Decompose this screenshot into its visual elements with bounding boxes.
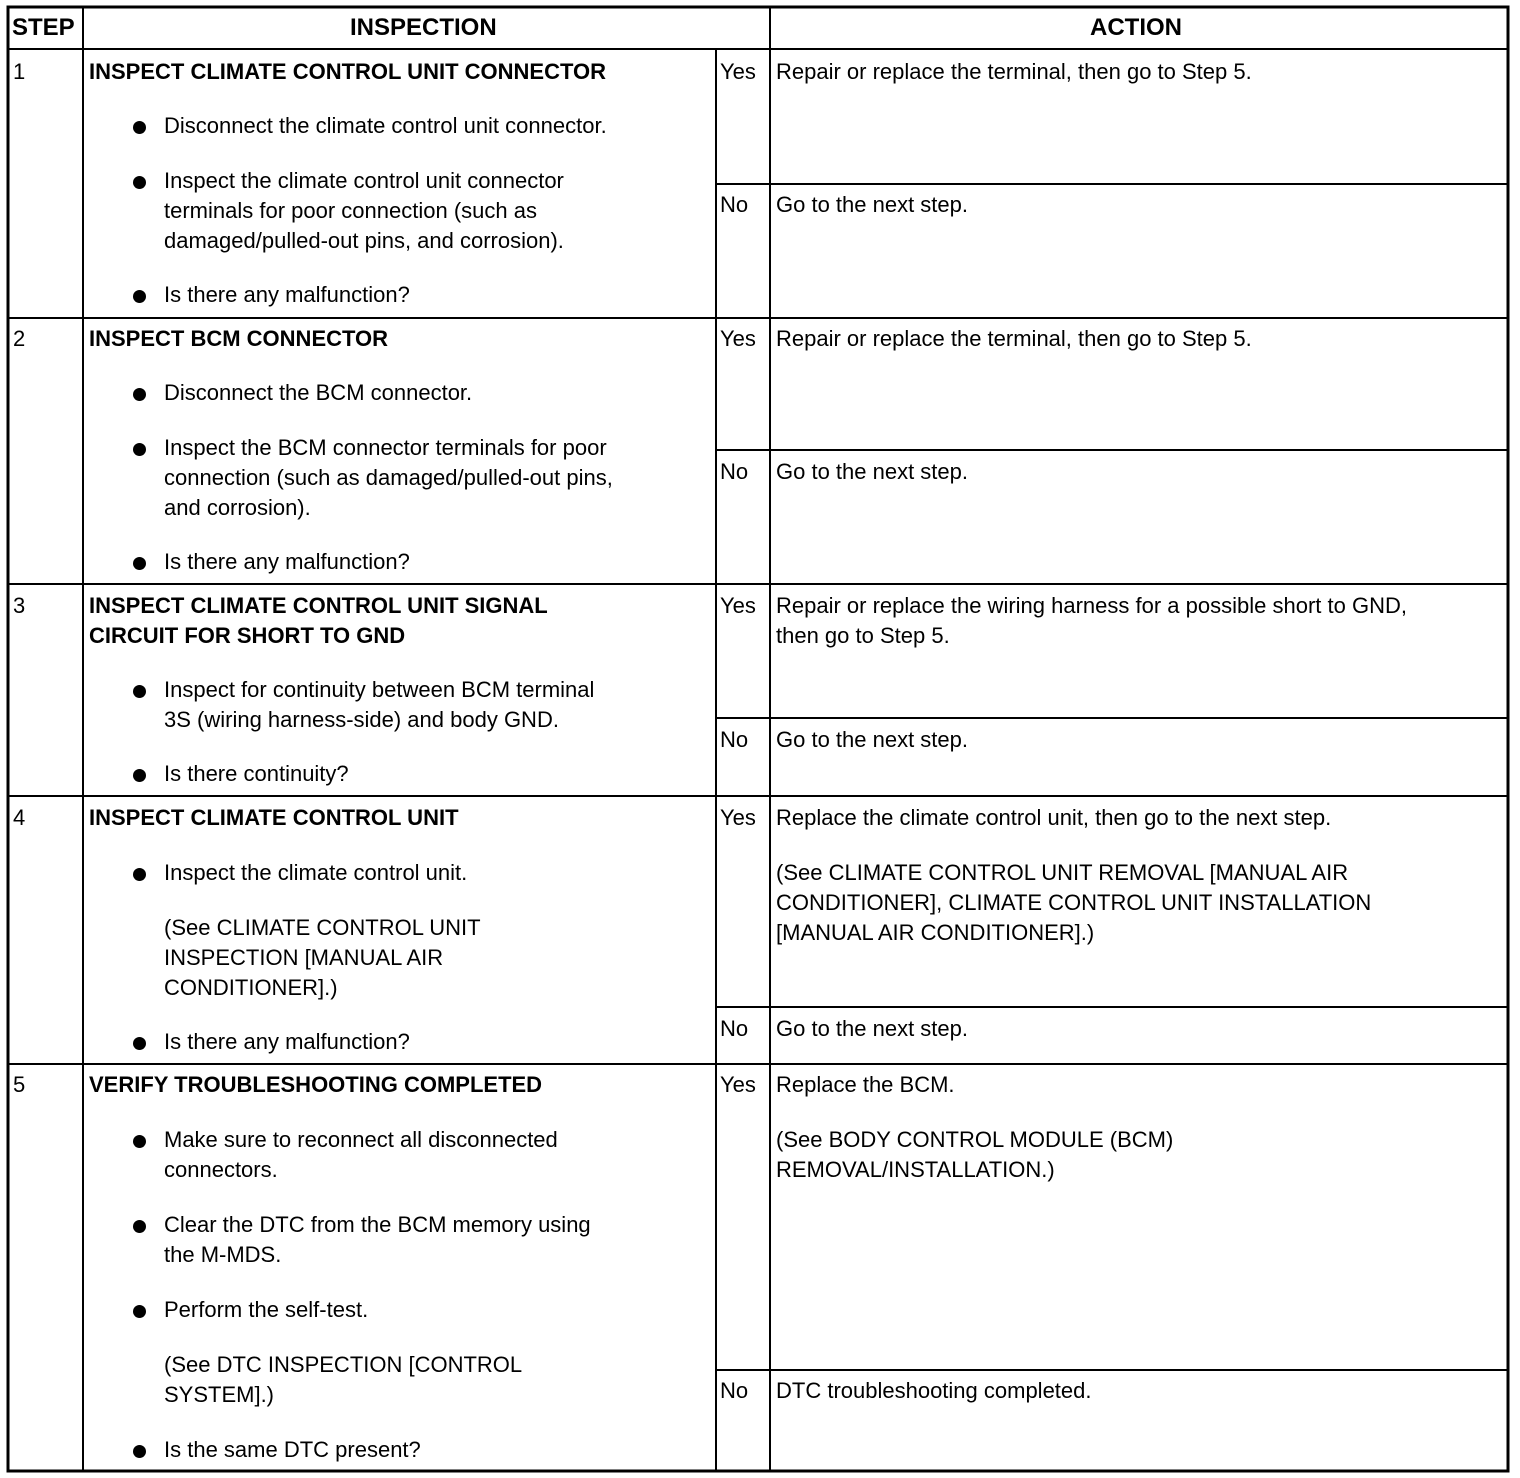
no-label: No [720,727,749,752]
inspection-note-cont: INSPECTION [MANUAL AIR [164,945,444,970]
no-action: Go to the next step. [776,459,969,484]
yes-label: Yes [720,1072,756,1097]
inspection-bullet-cont: terminals for poor connection (such as [164,198,537,223]
bullet-icon [133,1445,146,1458]
inspection-bullet: Is there any malfunction? [164,282,410,307]
step-number: 2 [13,326,26,351]
header-inspection: INSPECTION [350,14,497,41]
yes-label: Yes [720,805,756,830]
inspection-bullet: Is there any malfunction? [164,549,410,574]
bullet-icon [133,1135,146,1148]
yes-action: Repair or replace the wiring harness for a possible short to GND, [776,593,1407,618]
bullet-icon [133,868,146,881]
bullet-icon [133,1220,146,1233]
inspection-title: VERIFY TROUBLESHOOTING COMPLETED [89,1072,543,1097]
inspection-title-cont: CIRCUIT FOR SHORT TO GND [89,623,406,648]
inspection-title: INSPECT CLIMATE CONTROL UNIT CONNECTOR [89,59,606,84]
header-action: ACTION [1090,14,1182,41]
inspection-bullet: Is there continuity? [164,761,349,786]
inspection-note-cont: CONDITIONER].) [164,975,338,1000]
yes-note: (See BODY CONTROL MODULE (BCM) [776,1127,1174,1152]
no-label: No [720,1378,749,1403]
bullet-icon [133,176,146,189]
bullet-icon [133,121,146,134]
yes-action-cont: then go to Step 5. [776,623,950,648]
inspection-bullet: Disconnect the climate control unit connector. [164,113,607,138]
yes-note: (See CLIMATE CONTROL UNIT REMOVAL [MANUAL AIR [776,860,1349,885]
bullet-icon [133,1305,146,1318]
inspection-bullet: Is the same DTC present? [164,1437,421,1462]
inspection-bullet-cont: the M-MDS. [164,1242,282,1267]
no-action: Go to the next step. [776,192,969,217]
inspection-note-cont: SYSTEM].) [164,1382,275,1407]
step-number: 3 [13,593,26,618]
yes-action: Replace the BCM. [776,1072,955,1097]
yes-action: Repair or replace the terminal, then go to Step 5. [776,59,1252,84]
bullet-icon [133,557,146,570]
inspection-bullet-cont: damaged/pulled-out pins, and corrosion). [164,228,564,253]
no-action: DTC troubleshooting completed. [776,1378,1092,1403]
inspection-title: INSPECT CLIMATE CONTROL UNIT [89,805,459,830]
bullet-icon [133,290,146,303]
inspection-bullet: Is there any malfunction? [164,1029,410,1054]
no-label: No [720,192,749,217]
yes-label: Yes [720,326,756,351]
step-number: 4 [13,805,26,830]
inspection-bullet-cont: 3S (wiring harness-side) and body GND. [164,707,559,732]
inspection-bullet: Inspect the climate control unit connector [164,168,564,193]
inspection-bullet: Inspect the climate control unit. [164,860,468,885]
inspection-note: (See CLIMATE CONTROL UNIT [164,915,481,940]
inspection-bullet: Make sure to reconnect all disconnected [164,1127,558,1152]
header-step: STEP [12,14,75,41]
inspection-bullet-cont: and corrosion). [164,495,311,520]
no-action: Go to the next step. [776,727,969,752]
bullet-icon [133,685,146,698]
inspection-bullet: Perform the self-test. [164,1297,369,1322]
bullet-icon [133,769,146,782]
inspection-bullet-cont: connectors. [164,1157,278,1182]
inspection-bullet: Clear the DTC from the BCM memory using [164,1212,591,1237]
bullet-icon [133,1037,146,1050]
inspection-note: (See DTC INSPECTION [CONTROL [164,1352,523,1377]
yes-action: Replace the climate control unit, then go to the next step. [776,805,1332,830]
step-number: 5 [13,1072,26,1097]
yes-label: Yes [720,593,756,618]
yes-label: Yes [720,59,756,84]
yes-note-cont: CONDITIONER], CLIMATE CONTROL UNIT INSTALLATION [776,890,1372,915]
inspection-bullet: Disconnect the BCM connector. [164,380,473,405]
step-number: 1 [13,59,26,84]
inspection-bullet: Inspect for continuity between BCM terminal [164,677,595,702]
bullet-icon [133,388,146,401]
inspection-title: INSPECT CLIMATE CONTROL UNIT SIGNAL [89,593,548,618]
yes-action: Repair or replace the terminal, then go to Step 5. [776,326,1252,351]
inspection-title: INSPECT BCM CONNECTOR [89,326,389,351]
inspection-bullet-cont: connection (such as damaged/pulled-out pins, [164,465,613,490]
yes-note-cont: REMOVAL/INSTALLATION.) [776,1157,1055,1182]
yes-note-cont: [MANUAL AIR CONDITIONER].) [776,920,1095,945]
no-label: No [720,459,749,484]
no-action: Go to the next step. [776,1016,969,1041]
inspection-bullet: Inspect the BCM connector terminals for poor [164,435,607,460]
bullet-icon [133,443,146,456]
no-label: No [720,1016,749,1041]
